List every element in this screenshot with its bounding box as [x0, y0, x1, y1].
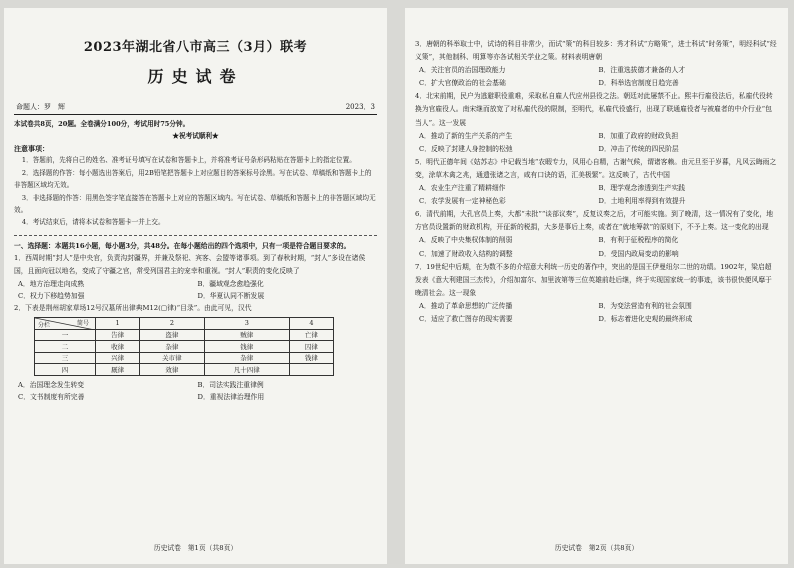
option: D．科举选官制度日趋完善 — [598, 79, 679, 88]
option: B．理学观念渗透到生产实践 — [598, 184, 686, 193]
question-1-options — [14, 278, 377, 303]
column-header: 1 — [96, 318, 140, 330]
table-cell: 亡律 — [289, 329, 333, 341]
option: B．有利于征税程序的简化 — [598, 236, 679, 245]
table-cell: 钱律 — [204, 341, 289, 353]
question-1-stem: 1．西周时期“封人”是中央官，负责沟封疆界，并兼及祭祀、宾客、会盟等诸事项。到了春秋时期，“封人”多设在诸侯国，且面向冠以地名，变成了守疆之官，常受列国君主的宠幸和重视。“封人”职责的变化反映了 — [14, 254, 366, 276]
exam-page-1 — [4, 8, 387, 564]
option: C．反映了封建人身控制的松弛 — [419, 144, 513, 153]
exam-date: 2023．3 — [345, 103, 375, 111]
question-7-options — [415, 300, 778, 326]
option: D．华夏认同不断发展 — [197, 292, 265, 301]
option: C．加速了财政收入结构的调整 — [419, 249, 513, 258]
option: B．疆域观念愈趋强化 — [197, 279, 264, 288]
option: C．扩大官僚政治的社会基础 — [419, 79, 506, 88]
notice-title: 注意事项： — [14, 144, 49, 154]
question-4-options — [415, 130, 778, 156]
page-footer: 历史试卷 第1页（共8页） — [153, 544, 238, 552]
table-cell: 厩律 — [96, 364, 140, 376]
question-5-options — [415, 182, 778, 208]
option: C．文书制度有所完善 — [18, 392, 85, 401]
exam-title: 2023年湖北省八市高三（3月）联考 — [83, 40, 308, 55]
column-header: 2 — [140, 318, 205, 330]
exam-blessing: ★祝考试顺利★ — [172, 132, 219, 141]
table-cell: 收律 — [96, 341, 140, 353]
question-5-stem: 5．明代正德年间《姑苏志》中记载当地“农暇专力，风用心自精，古谢气候，谓诸客赖。由元旦至于岁暮，凡风云晦雨之变，涂草木禽之兆，通遗张诸之言，咸有口诀的语，汇美极繁”。这反映了，古代中国 — [415, 157, 777, 179]
table-cell: 贼律 — [204, 329, 289, 341]
option: C．适应了救亡图存的现实需要 — [419, 314, 513, 323]
table-cell: 效律 — [140, 364, 205, 376]
table-head-bottom: 分栏 — [38, 321, 51, 329]
table-cell: 兴律 — [96, 352, 140, 364]
notice-item: 2．选择题的作答：每小题选出答案后，用2B铅笔把答题卡上对应题目的答案标号涂黑。写在试卷、草稿纸和答题卡上的非答题区域均无效。 — [14, 168, 372, 190]
table-cell — [289, 364, 333, 376]
option: D．受国内政局变动的影响 — [598, 249, 679, 258]
question-7-stem: 7．19世纪中后期，在为数不多的介绍意大利统一历史的著作中，突出的是国王伊曼纽尔二世的功绩。1902年，梁启超发表《意大利建国三杰传》，介绍加富尔、加里波第等三位英雄前赴后继，终于实现国家统一的事迹，该书很快便风靡于晚清社会。这一现象 — [415, 262, 772, 297]
table-corner-cell — [35, 318, 96, 330]
option: B．司法实践注重律例 — [197, 380, 264, 389]
notice-item: 4．考试结束后，请将本试卷和答题卡一并上交。 — [21, 218, 165, 227]
notice-item: 1．答题前，先将自己的姓名、准考证号填写在试卷和答题卡上，并将准考证号条形码粘贴在答题卡上的指定位置。 — [21, 156, 356, 165]
question-3-stem: 3．唐朝的科举取士中，试诗的科目非常少，而试“策”的科目较多：秀才科试“方略策”，进士科试“时务策”，明经科试“经义策”，其他制科、明算等亦各试相关学业之策。材料表明唐朝 — [415, 40, 777, 62]
notice-item: 3．非选择题的作答：用黑色签字笔直接答在答题卡上对应的答题区域内。写在试卷、草稿纸和答题卡上的非答题区域均无效。 — [14, 193, 376, 215]
option: B．为变法营造有利的社会氛围 — [598, 301, 692, 310]
table-row — [35, 341, 334, 353]
option: A．关注官员的治国理政能力 — [419, 66, 506, 75]
table-cell: 关市律 — [140, 352, 205, 364]
option: D．土地利用率得到有效提升 — [598, 197, 686, 206]
option: B．注重选拔德才兼备的人才 — [598, 66, 686, 75]
exam-page-2 — [405, 8, 788, 564]
section-heading: 一、选择题：本题共16小题，每小题3分，共48分。在每小题给出的四个选项中，只有一项是符合题目要求的。 — [14, 241, 351, 250]
row-label: 三 — [35, 352, 96, 364]
table-row — [35, 329, 334, 341]
column-header: 3 — [204, 318, 289, 330]
option: A．推动了新的生产关系的产生 — [419, 131, 513, 140]
table-row — [35, 352, 334, 364]
table-cell: 囚律 — [289, 341, 333, 353]
option: A．治国理念发生转变 — [18, 380, 85, 389]
page-footer: 历史试卷 第2页（共8页） — [554, 544, 639, 552]
option: B．加重了政府的财政负担 — [598, 131, 679, 140]
option: A．反映了中央集权体制的削弱 — [419, 236, 513, 245]
question-6-stem: 6．清代前期，大孔官员上奏，大都“未批”“谈部议奏”，反复议奏之后，才可能实施。到了晚清，这一情况有了变化，地方官员设置新的财政机构，开征新的税捐，大多是事后上奏，或者在“就地筹款”的原则下，不予上奏。这一变化的出现 — [415, 210, 774, 232]
option: A．农业生产注重了精耕细作 — [419, 184, 506, 193]
question-2-stem: 2．下表是荆州胡家草场12号汉墓所出律典M12(▢律)“目录”。由此可见，汉代 — [14, 304, 252, 313]
exam-intro: 本试卷共8页，20题。全卷满分100分，考试用时75分钟。 — [14, 120, 190, 128]
option: D．标志着进化史观的最终形成 — [598, 314, 693, 323]
table-cell: 告律 — [96, 329, 140, 341]
option: C．农学发展有一定神秘色彩 — [419, 197, 506, 206]
statute-table — [34, 317, 334, 376]
option: D．冲击了传统的四民阶层 — [598, 144, 679, 153]
author: 命题人：罗 辉 — [16, 103, 65, 111]
author-row — [14, 102, 377, 115]
row-label: 四 — [35, 364, 96, 376]
table-row — [35, 364, 334, 376]
option: C．权力下移趋势加强 — [18, 292, 85, 301]
divider — [14, 235, 377, 236]
table-head-top: 简号 — [76, 320, 89, 328]
table-cell: 盗律 — [140, 329, 205, 341]
question-4-stem: 4．北宋前期，民户为逃避职役重难，采取私自雇人代应州县役之法。朝廷对此屡禁不止。熙丰行雇役法后，私雇代役转换为官雇役人。南宋继而放宽了对私雇代役的限制，至明代，私雇代役盛行，出现了联通雇役者与被雇者的中介行业“包当人”。这一发展 — [415, 92, 773, 127]
option: A．地方治理走向成熟 — [18, 279, 85, 288]
option: A．推动了革命思想的广泛传播 — [419, 301, 513, 310]
table-cell: 杂律 — [140, 341, 205, 353]
row-label: 二 — [35, 341, 96, 353]
column-header: 4 — [289, 318, 333, 330]
row-label: 一 — [35, 329, 96, 341]
question-2-options — [14, 379, 377, 404]
table-cell: 钱律 — [289, 352, 333, 364]
question-3-options — [415, 64, 778, 90]
table-cell: 凡十四律 — [204, 364, 289, 376]
table-cell: 杂律 — [204, 352, 289, 364]
option: D．重视法律治理作用 — [197, 392, 265, 401]
exam-subject: 历史试卷 — [147, 67, 244, 86]
question-6-options — [415, 234, 778, 260]
